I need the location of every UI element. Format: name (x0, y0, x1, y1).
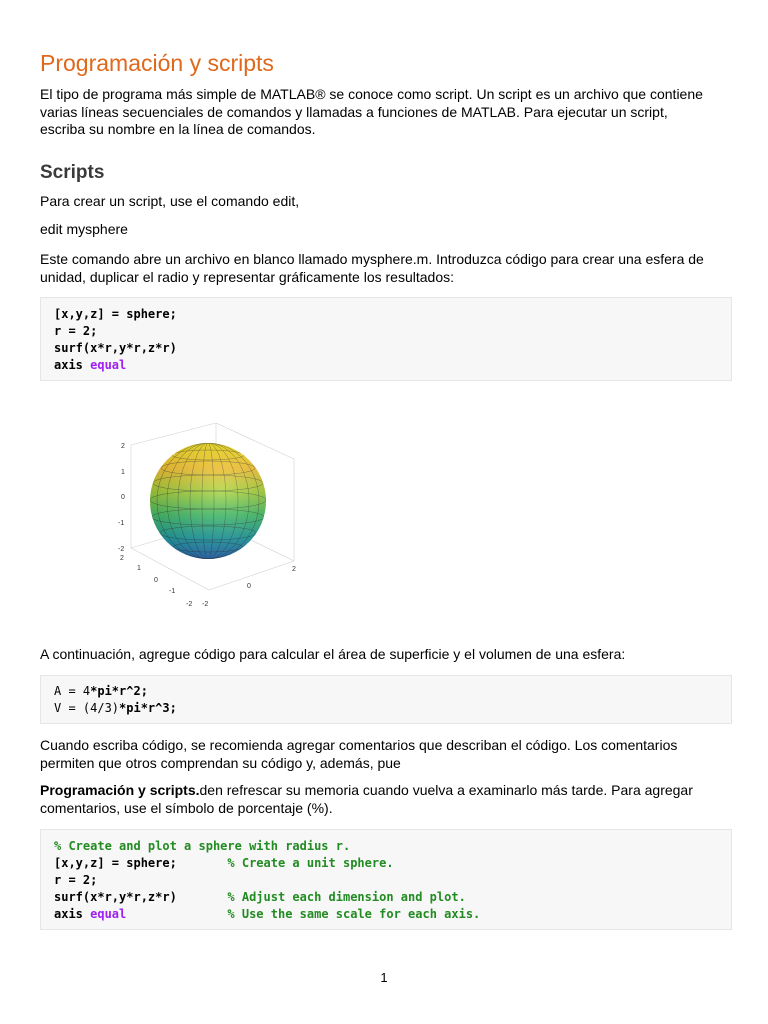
y-axis-ticks (120, 555, 192, 608)
code-keyword: equal (90, 907, 127, 921)
tick-label: -1 (118, 520, 125, 527)
opens-paragraph (40, 251, 730, 286)
code-text: [x,y,z] = sphere; (54, 856, 228, 870)
code-comment: % Use the same scale for each axis. (227, 907, 481, 921)
tick-label: -2 (186, 601, 193, 608)
intro-paragraph (40, 86, 730, 139)
x-axis-ticks (202, 566, 296, 608)
intro-line: varias líneas secuenciales de comandos y llamadas a funciones de MATLAB. Para ejecutar un script, (40, 103, 668, 120)
code-block-area-volume (40, 675, 732, 724)
code-line (54, 357, 126, 374)
create-text: Para crear un script, use el comando edit, (40, 193, 300, 209)
comments-paragraph (40, 737, 730, 772)
tick-label: 1 (137, 565, 141, 572)
next-text: A continuación, agregue código para calcular el área de superficie y el volumen de una esfera: (40, 646, 626, 662)
tick-label: 1 (121, 469, 125, 476)
code-line (54, 889, 466, 906)
tick-label: 2 (292, 566, 296, 573)
code-line (54, 683, 148, 700)
code-line (54, 906, 480, 923)
intro-line: escriba su nombre en la línea de comandos. (40, 121, 316, 137)
tick-label: 2 (120, 555, 124, 562)
code-block-sphere (40, 297, 732, 381)
code-keyword: equal (90, 358, 127, 372)
tick-label: 0 (154, 577, 158, 584)
code-comment: % Create and plot a sphere with radius r. (54, 839, 351, 853)
code-line (54, 855, 394, 872)
code-text: surf(x*r,y*r,z*r) (54, 890, 228, 904)
refresh-line: comentarios, use el símbolo de porcentaje (%). (40, 799, 333, 816)
intro-line: El tipo de programa más simple de MATLAB® se conoce como script. Un script es un archivo que contiene (40, 86, 703, 102)
comments-line: permiten que otros comprendan su código y, además, pue (40, 754, 401, 771)
code-line: surf(x*r,y*r,z*r) (54, 341, 177, 355)
page-title: Programación y scripts (40, 50, 274, 76)
tick-label: 0 (121, 494, 125, 501)
code-line: [x,y,z] = sphere; (54, 307, 177, 321)
edit-command-text: edit mysphere (40, 221, 128, 237)
refresh-paragraph (40, 782, 730, 817)
code-text: *pi*r^2; (90, 684, 148, 698)
opens-line: Este comando abre un archivo en blanco llamado mysphere.m. Introduzca código para crear una esfera de (40, 251, 704, 267)
comments-line: Cuando escriba código, se recomienda agregar comentarios que describan el código. Los comentarios (40, 737, 678, 753)
code-line (54, 872, 97, 889)
code-text: V = (4/3) (54, 701, 120, 715)
tick-label: -2 (202, 601, 209, 608)
code-padding (126, 907, 227, 921)
opens-line: unidad, duplicar el radio y representar gráficamente los resultados: (40, 268, 455, 285)
code-command: axis (54, 907, 91, 921)
code-line (54, 700, 177, 717)
code-block-commented (40, 829, 732, 930)
sphere-surface (150, 443, 266, 559)
tick-label: 0 (247, 583, 251, 590)
code-line: r = 2; (54, 324, 98, 338)
tick-label: -2 (118, 546, 125, 553)
sphere-plot-figure (56, 393, 352, 625)
code-command: axis (54, 358, 91, 372)
tick-label: 2 (121, 443, 125, 450)
code-comment: % Create a unit sphere. (227, 856, 394, 870)
bold-lead: Programación y scripts. (40, 782, 200, 798)
code-text: r = 2; (54, 873, 98, 887)
code-text: *pi*r^3; (119, 701, 177, 715)
refresh-text: den refrescar su memoria cuando vuelva a examinarlo más tarde. Para agregar (199, 782, 693, 798)
section-heading: Scripts (40, 162, 105, 183)
code-text: A = 4 (54, 684, 91, 698)
tick-label: -1 (169, 588, 176, 595)
code-comment: % Adjust each dimension and plot. (227, 890, 466, 904)
page-number: 1 (380, 970, 388, 985)
z-axis-ticks (118, 443, 125, 553)
code-line (54, 838, 350, 855)
